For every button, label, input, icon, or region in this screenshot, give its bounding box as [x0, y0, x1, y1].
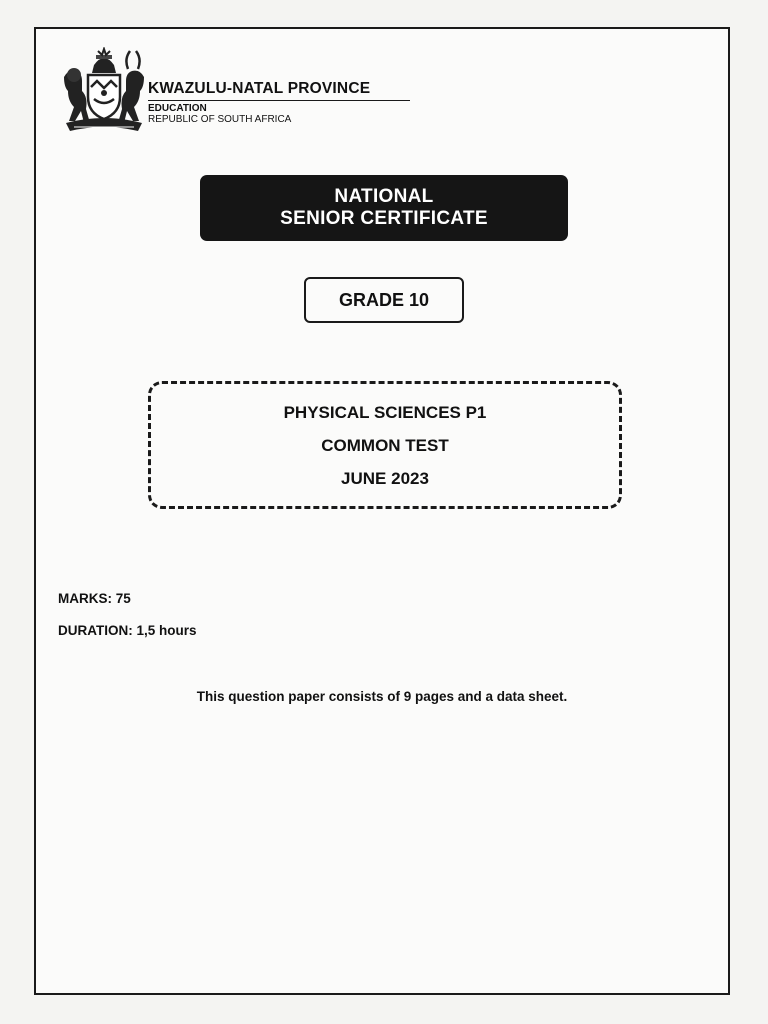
grade-label: GRADE 10 — [304, 277, 464, 323]
banner-line-2: SENIOR CERTIFICATE — [280, 208, 488, 229]
test-date: JUNE 2023 — [341, 468, 429, 488]
test-title: COMMON TEST — [321, 435, 449, 455]
department-name: EDUCATION — [148, 103, 207, 114]
duration-label: DURATION: 1,5 hours — [58, 623, 197, 638]
subject-title: PHYSICAL SCIENCES P1 — [283, 402, 487, 422]
page-count-note: This question paper consists of 9 pages and a data sheet. — [196, 689, 568, 704]
country-name: REPUBLIC OF SOUTH AFRICA — [148, 114, 292, 125]
coat-of-arms-icon — [58, 47, 150, 135]
banner-line-1: NATIONAL — [334, 186, 434, 207]
exam-cover-page — [34, 27, 730, 995]
certificate-banner — [200, 175, 568, 241]
province-name: KWAZULU-NATAL PROVINCE — [148, 80, 410, 101]
marks-label: MARKS: 75 — [58, 591, 131, 606]
issuer-block — [148, 80, 410, 125]
paper-title-box — [148, 381, 622, 509]
